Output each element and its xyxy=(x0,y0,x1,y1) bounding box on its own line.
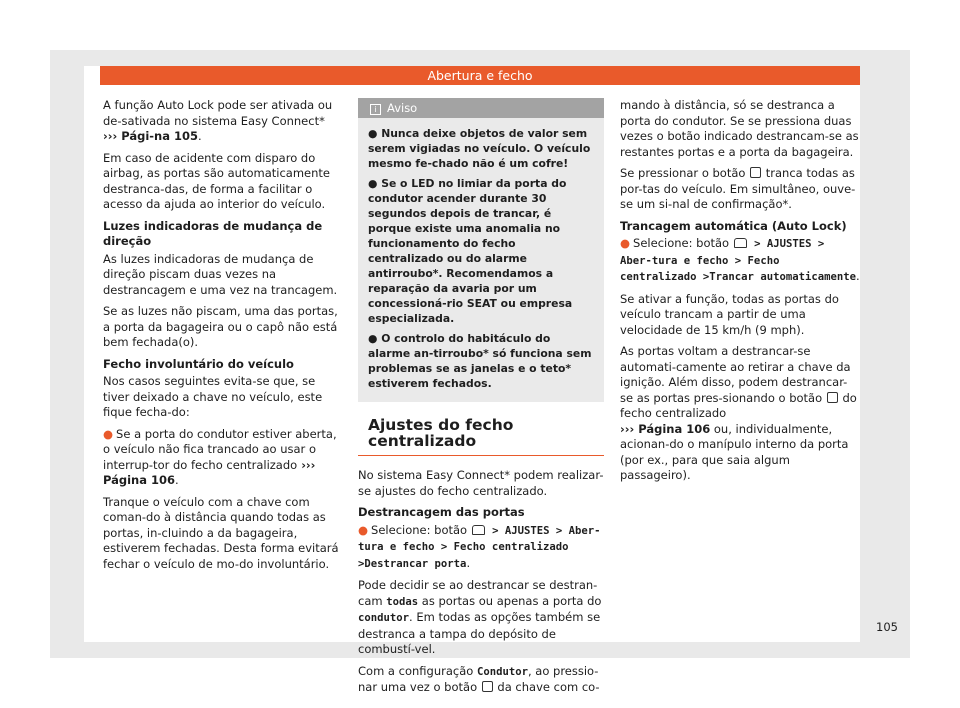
bullet-icon: ● xyxy=(368,332,382,345)
paragraph: Em caso de acidente com disparo do airbag, as portas são automaticamente destranca-das, de forma a facilitar o acesso da ajuda ao interior do veículo. xyxy=(103,150,330,211)
column-right xyxy=(620,98,860,490)
column-left xyxy=(103,98,339,578)
car-icon xyxy=(734,238,747,248)
paragraph: Com a configuração Condutor, ao pressio-nar uma vez o botão da chave com co- xyxy=(358,663,600,694)
paragraph: Pode decidir se ao destrancar se destran-cam todas as portas ou apenas a porta do condutor. Em todas as opções também se destranca a tampa do depósito de combustí-vel. xyxy=(358,578,602,656)
page-reference-link[interactable]: ››› Página 106 xyxy=(620,421,711,436)
lock-icon xyxy=(750,167,761,178)
warning-item: ● O controlo do habitáculo do alarme an-tirroubo* só funciona sem problemas se as janelas e o teto* estiverem fechados. xyxy=(368,332,592,390)
warning-box xyxy=(358,98,604,402)
paragraph: As portas voltam a destrancar-se automati-camente ao retirar a chave da ignição. Além disso, podem destrancar-se as portas pres-sionando o botão do fecho centralizado ››› Página 106 ou, individualmente, acionan-do o manípulo interno da porta (por ex., para que saia algum passageiro). xyxy=(620,344,857,482)
bullet-item: ● Se a porta do condutor estiver aberta, o veículo não fica trancado ao usar o interrup-tor do fecho centralizado ››› Página 106. xyxy=(103,426,337,487)
bullet-icon: ● xyxy=(358,522,369,537)
bullet-icon: ● xyxy=(103,426,114,441)
paragraph: mando à distância, só se destranca a porta do condutor. Se se pressiona duas vezes o botão indicado destrancam-se as restantes portas e a porta da bagageira. xyxy=(620,98,859,159)
warning-header xyxy=(358,98,604,118)
page-header: Abertura e fecho xyxy=(100,66,860,85)
warning-body xyxy=(358,118,604,402)
bullet-icon: ● xyxy=(620,236,631,250)
paragraph: Se ativar a função, todas as portas do veículo trancam a partir de uma velocidade de 15 km/h (9 mph). xyxy=(620,291,839,337)
section-heading: Ajustes do fecho centralizado xyxy=(358,418,604,456)
column-middle xyxy=(358,98,604,702)
subheading: Fecho involuntário do veículo xyxy=(103,356,294,371)
paragraph: Tranque o veículo com a chave com coman-do à distância quando todas as portas, in-cluindo a da bagageira, estiverem fechadas. Desta forma evitará fechar o veículo de mo-do involuntário. xyxy=(103,494,339,571)
bullet-item: ● Selecione: botão > AJUSTES > Aber-tura e fecho > Fecho centralizado >Destrancar porta. xyxy=(358,522,601,570)
subheading: Destrancagem das portas xyxy=(358,505,525,519)
subheading: Trancagem automática (Auto Lock) xyxy=(620,218,847,233)
lock-icon xyxy=(827,392,838,403)
car-icon xyxy=(472,525,485,535)
paragraph: Nos casos seguintes evita-se que, se tiver deixado a chave no veículo, este fique fecha-do: xyxy=(103,374,323,419)
warning-title: Aviso xyxy=(387,101,418,115)
warning-item: ● Se o LED no limiar da porta do condutor acender durante 30 segundos depois de trancar, é porque existe uma anomalia no funcionamento do fecho centralizado ou do alarme antirroubo*. Recomendamos a reparação da avaria por um concessioná-rio SEAT ou empresa especializada. xyxy=(368,177,573,325)
unlock-icon xyxy=(482,681,493,692)
paragraph: Se as luzes não piscam, uma das portas, a porta da bagageira ou o capô não está bem fechada(o). xyxy=(103,304,338,349)
paragraph: A função Auto Lock pode ser ativada ou de-sativada no sistema Easy Connect* ››› Pági-na 105. xyxy=(103,98,333,143)
warning-item: ● Nunca deixe objetos de valor sem serem vigiadas no veículo. O veículo mesmo fe-chado não é um cofre! xyxy=(368,127,591,170)
bullet-item: ● Selecione: botão > AJUSTES > Aber-tura e fecho > Fecho centralizado >Trancar automaticamente. xyxy=(620,236,860,283)
paragraph: As luzes indicadoras de mudança de direção piscam duas vezes na destrancagem e uma vez na trancagem. xyxy=(103,251,338,297)
subheading: Luzes indicadoras de mudança de direção xyxy=(103,218,323,248)
bullet-icon: ● xyxy=(368,177,382,190)
page-reference-link[interactable]: ››› Pági-na 105 xyxy=(103,129,199,143)
info-icon: i xyxy=(370,104,381,115)
bullet-icon: ● xyxy=(368,127,382,140)
page-number: 105 xyxy=(876,620,898,634)
paragraph: No sistema Easy Connect* podem realizar-se ajustes do fecho centralizado. xyxy=(358,468,604,498)
page-reference-link[interactable]: ››› Página 106 xyxy=(103,457,316,487)
paragraph: Se pressionar o botão tranca todas as por-tas do veículo. Em simultâneo, ouve-se um si-nal de confirmação*. xyxy=(620,166,856,211)
